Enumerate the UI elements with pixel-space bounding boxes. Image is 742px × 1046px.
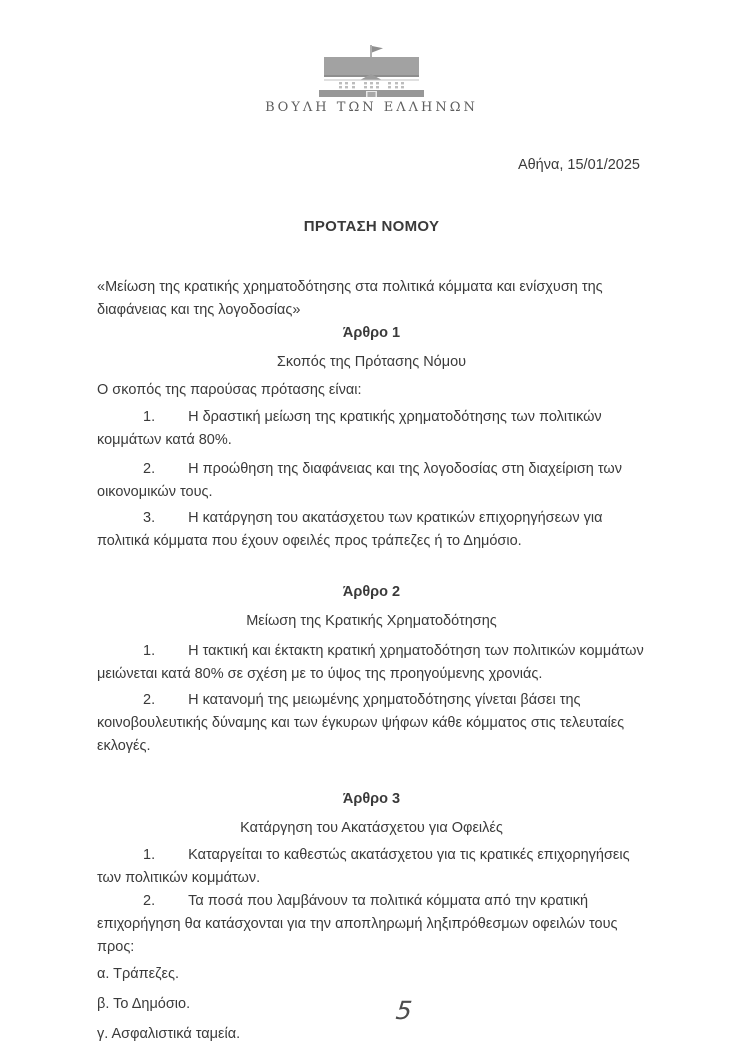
article-1-item-2 [97, 458, 646, 504]
item-text: Η προώθηση της διαφάνειας και της λογοδοσίας στη διαχείριση των οικονομικών τους. [97, 461, 622, 500]
article-1-intro: Ο σκοπός της παρούσας πρότασης είναι: [97, 382, 362, 398]
article-1-heading: Άρθρο 1 [342, 325, 401, 341]
article-1-item-1 [97, 406, 646, 452]
org-name: ΒΟΥΛΗ ΤΩΝ ΕΛΛΗΝΩΝ [265, 100, 478, 115]
article-2-heading: Άρθρο 2 [342, 584, 401, 600]
item-text: Η τακτική και έκτακτη κρατική χρηματοδότηση των πολιτικών κομμάτων μειώνεται κατά 80% σε σχέση με το ύψος της προηγούμενης χρονιάς. [97, 643, 644, 682]
item-number: 1. [143, 409, 156, 425]
item-number: 2. [143, 461, 156, 477]
article-3-subitem-b: β. Το Δημόσιο. [97, 996, 191, 1012]
parliament-logo [97, 45, 646, 97]
article-2-item-1 [97, 640, 646, 686]
doc-subtitle: «Μείωση της κρατικής χρηματοδότησης στα πολιτικά κόμματα και ενίσχυση της διαφάνειας και της λογοδοσίας» [97, 279, 603, 318]
item-number: 1. [143, 643, 156, 659]
item-number: 2. [143, 692, 156, 708]
article-3-heading: Άρθρο 3 [342, 791, 401, 807]
item-number: 3. [143, 510, 156, 526]
item-text: Η δραστική μείωση της κρατικής χρηματοδότησης των πολιτικών κομμάτων κατά 80%. [97, 409, 602, 448]
article-3-subitem-c: γ. Ασφαλιστικά ταμεία. [97, 1026, 241, 1042]
article-3-subheading: Κατάργηση του Ακατάσχετου για Οφειλές [240, 820, 503, 836]
item-text: Καταργείται το καθεστώς ακατάσχετου για τις κρατικές επιχορηγήσεις των πολιτικών κομμάτων. [97, 847, 630, 886]
parliament-building-icon [319, 45, 424, 97]
doc-title: ΠΡΟΤΑΣΗ ΝΟΜΟΥ [303, 218, 440, 235]
item-text: Η κατάργηση του ακατάσχετου των κρατικών επιχορηγήσεων για πολιτικά κόμματα που έχουν οφειλές προς τράπεζες ή το Δημόσιο. [97, 510, 603, 549]
item-number: 2. [143, 893, 156, 909]
document-content [97, 0, 646, 1046]
article-3-item-2 [97, 890, 646, 959]
article-1-item-3 [97, 507, 646, 553]
article-3-item-1 [97, 844, 646, 890]
item-text: Η κατανομή της μειωμένης χρηματοδότησης γίνεται βάσει της κοινοβουλευτικής δύναμης και των έγκυρων ψήφων κάθε κόμματος στις τελευταίες εκλογές. [97, 692, 625, 754]
date-line: Αθήνα, 15/01/2025 [517, 157, 640, 173]
article-2-subheading: Μείωση της Κρατικής Χρηματοδότησης [246, 613, 497, 629]
item-text: Τα ποσά που λαμβάνουν τα πολιτικά κόμματα από την κρατική επιχορήγηση θα κατάσχονται για την αποπληρωμή ληξιπρόθεσμων οφειλών τους προς: [97, 893, 618, 955]
article-1-subheading: Σκοπός της Πρότασης Νόμου [276, 354, 467, 370]
item-number: 1. [143, 847, 156, 863]
article-3-subitem-a: α. Τράπεζες. [97, 966, 180, 982]
page-number: 5 [394, 996, 414, 1025]
article-2-item-2 [97, 689, 646, 758]
